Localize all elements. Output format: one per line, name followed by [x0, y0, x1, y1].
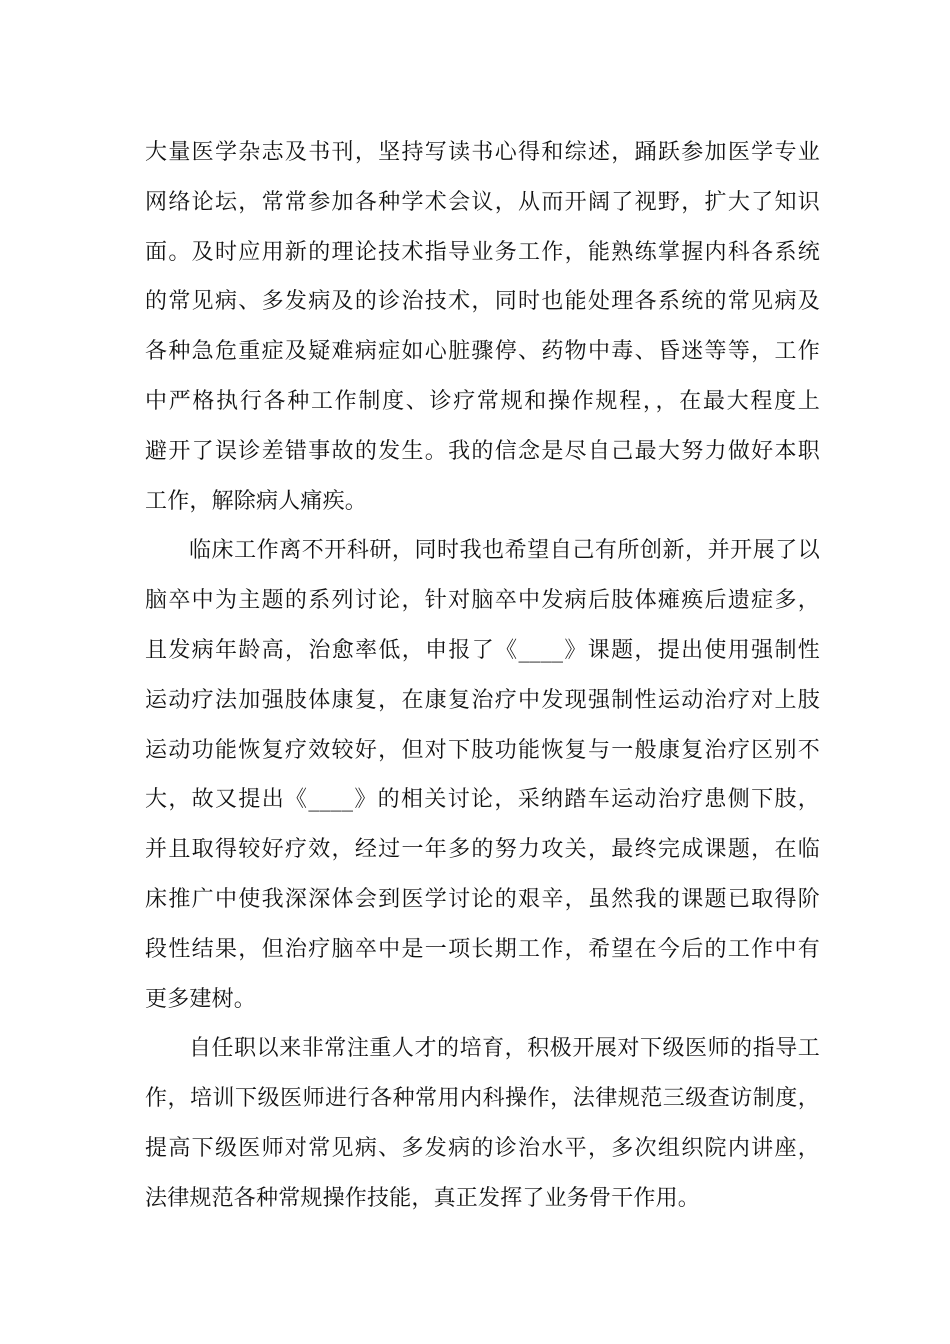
text-line: 作，培训下级医师进行各种常用内科操作，法律规范三级查访制度， — [145, 1086, 820, 1112]
text-line: 各种急危重症及疑难病症如心脏骤停、药物中毒、昏迷等等，工作 — [145, 339, 820, 365]
text-line: 中严格执行各种工作制度、诊疗常规和操作规程，，在最大程度上 — [145, 388, 820, 414]
text-line: 法律规范各种常规操作技能，真正发挥了业务骨干作用。 — [145, 1185, 701, 1211]
paragraph-1 — [145, 128, 820, 526]
text-line: 运动疗法加强肢体康复，在康复治疗中发现强制性运动治疗对上肢 — [145, 687, 820, 713]
paragraph-2 — [145, 526, 820, 1024]
text-line: 且发病年龄高，治愈率低，申报了《____》课题，提出使用强制性 — [145, 637, 820, 663]
text-line: 运动功能恢复疗效较好，但对下肢功能恢复与一般康复治疗区别不 — [145, 737, 820, 763]
text-line: 大，故又提出《____》的相关讨论，采纳踏车运动治疗患侧下肢， — [145, 787, 820, 813]
text-line: 临床工作离不开科研，同时我也希望自己有所创新，并开展了以 — [189, 538, 820, 564]
text-line: 面。及时应用新的理论技术指导业务工作，能熟练掌握内科各系统 — [145, 239, 820, 265]
text-line: 提高下级医师对常见病、多发病的诊治水平，多次组织院内讲座， — [145, 1135, 820, 1161]
text-line: 并且取得较好疗效，经过一年多的努力攻关，最终完成课题，在临 — [145, 837, 820, 863]
document-body — [145, 128, 820, 1224]
text-line: 更多建树。 — [145, 986, 257, 1012]
text-line: 段性结果，但治疗脑卒中是一项长期工作，希望在今后的工作中有 — [145, 936, 820, 962]
text-line: 网络论坛，常常参加各种学术会议，从而开阔了视野，扩大了知识 — [145, 189, 820, 215]
text-line: 床推广中使我深深体会到医学讨论的艰辛，虽然我的课题已取得阶 — [145, 886, 820, 912]
text-line: 自任职以来非常注重人才的培育，积极开展对下级医师的指导工 — [189, 1036, 820, 1062]
paragraph-3 — [145, 1024, 820, 1223]
text-line: 脑卒中为主题的系列讨论，针对脑卒中发病后肢体瘫痪后遗症多， — [145, 588, 820, 614]
text-line: 工作，解除病人痛疾。 — [145, 488, 368, 514]
text-line: 的常见病、多发病及的诊治技术，同时也能处理各系统的常见病及 — [145, 289, 820, 315]
text-line: 避开了误诊差错事故的发生。我的信念是尽自己最大努力做好本职 — [145, 438, 820, 464]
text-line: 大量医学杂志及书刊，坚持写读书心得和综述，踊跃参加医学专业 — [145, 140, 820, 165]
